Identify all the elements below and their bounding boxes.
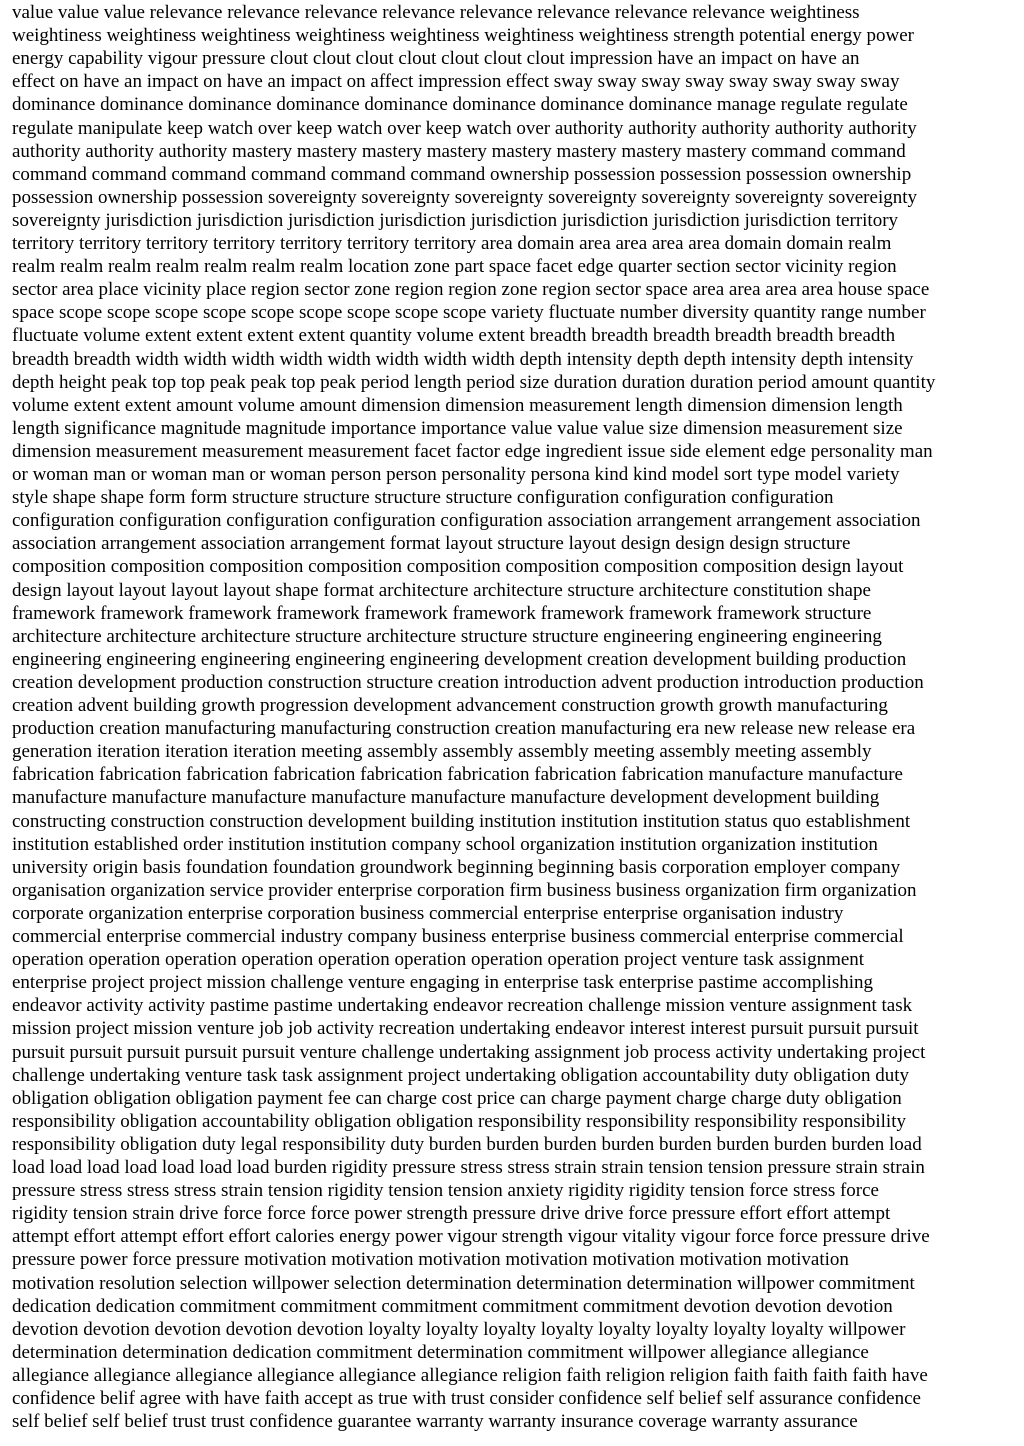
text-line: effect on have an impact on have an impact on affect impression effect sway sway sway sway sway sway sway sway: [12, 71, 900, 93]
text-line: motivation resolution selection willpower selection determination determination determination willpower commitment: [12, 1272, 915, 1294]
text-line: challenge undertaking venture task task assignment project undertaking obligation accountability duty obligation duty: [12, 1064, 909, 1086]
text-line: manufacture manufacture manufacture manufacture manufacture manufacture development development building: [12, 787, 880, 809]
text-line: rigidity tension strain drive force force force power strength pressure drive drive force pressure effort effort attempt: [12, 1203, 891, 1225]
text-line: generation iteration iteration iteration meeting assembly assembly assembly meeting assembly meeting assembly: [12, 741, 872, 763]
text-line: association arrangement association arrangement format layout structure layout design design design structure: [12, 533, 851, 555]
text-line: dedication dedication commitment commitment commitment commitment commitment devotion devotion devotion: [12, 1295, 893, 1317]
text-line: energy capability vigour pressure clout clout clout clout clout clout clout impression have an impact on have an: [12, 48, 860, 70]
text-line: production creation manufacturing manufacturing construction creation manufacturing era new release new release era: [12, 718, 916, 740]
text-line: creation development production construction structure creation introduction advent production introduction production: [12, 671, 924, 693]
text-line: institution established order institution institution company school organization institution organization institution: [12, 833, 878, 855]
text-line: breadth breadth width width width width width width width width depth intensity depth depth intensity depth intensity: [12, 348, 914, 370]
text-line: value value value relevance relevance relevance relevance relevance relevance relevance relevance weightiness: [12, 2, 860, 23]
text-line: determination determination dedication commitment determination commitment willpower allegiance allegiance: [12, 1341, 869, 1363]
text-line: possession ownership possession sovereignty sovereignty sovereignty sovereignty sovereignty sovereignty sovereignty: [12, 186, 917, 208]
text-line: fabrication fabrication fabrication fabrication fabrication fabrication fabrication fabrication manufacture manufacture: [12, 764, 903, 786]
text-line: devotion devotion devotion devotion devotion loyalty loyalty loyalty loyalty loyalty loyalty loyalty loyalty willpower: [12, 1318, 906, 1340]
text-line: volume extent extent amount volume amount dimension dimension measurement length dimension dimension length: [12, 394, 903, 416]
text-line: dimension measurement measurement measurement facet factor edge ingredient issue side element edge personality man: [12, 440, 933, 462]
text-line: engineering engineering engineering engineering engineering development creation development building production: [12, 648, 907, 670]
text-line: obligation obligation obligation payment fee can charge cost price can charge payment charge charge duty obligation: [12, 1087, 902, 1109]
text-line: mission project mission venture job job activity recreation undertaking endeavor interest interest pursuit pursuit pursuit: [12, 1018, 919, 1040]
text-line: design layout layout layout layout shape format architecture architecture structure architecture constitution shape: [12, 579, 871, 601]
text-line: load load load load load load load burden rigidity pressure stress stress strain strain tension tension pressure strain strain: [12, 1157, 925, 1178]
text-line: realm realm realm realm realm realm realm location zone part space facet edge quarter section sector vicinity region: [12, 256, 897, 278]
text-line: operation operation operation operation operation operation operation operation project venture task assignment: [12, 949, 865, 971]
text-line: pressure power force pressure motivation motivation motivation motivation motivation motivation motivation: [12, 1249, 849, 1271]
text-line: attempt effort attempt effort effort calories energy power vigour strength vigour vitality vigour force force pressure drive: [12, 1226, 930, 1248]
text-line: self belief self belief trust trust confidence guarantee warranty warranty insurance coverage warranty assurance: [12, 1411, 858, 1433]
text-line: enterprise project project mission challenge venture engaging in enterprise task enterprise pastime accomplishing: [12, 972, 874, 994]
text-line: authority authority authority mastery mastery mastery mastery mastery mastery mastery mastery command command: [12, 140, 906, 162]
text-line: responsibility obligation accountability obligation obligation responsibility responsibility responsibility responsibility: [12, 1110, 906, 1132]
text-line: territory territory territory territory territory territory territory area domain area area area area domain domain realm: [12, 233, 892, 254]
text-line: confidence belif agree with have faith accept as true with trust consider confidence self belief self assurance confidence: [12, 1388, 921, 1409]
text-line: length significance magnitude magnitude importance importance value value value size dimension measurement size: [12, 417, 903, 439]
text-line: framework framework framework framework framework framework framework framework framework structure: [12, 602, 872, 624]
text-line: commercial enterprise commercial industry company business enterprise business commercial enterprise commercial: [12, 926, 904, 947]
text-line: style shape shape form form structure structure structure structure configuration configuration configuration: [12, 487, 834, 509]
text-line: responsibility obligation duty legal responsibility duty burden burden burden burden burden burden burden burden load: [12, 1133, 922, 1155]
text-line: or woman man or woman man or woman person person personality persona kind kind model sort type model variety: [12, 464, 900, 485]
text-line: university origin basis foundation foundation groundwork beginning beginning basis corporation employer company: [12, 856, 901, 878]
text-line: pursuit pursuit pursuit pursuit pursuit venture challenge undertaking assignment job process activity undertaking project: [12, 1041, 926, 1063]
text-line: architecture architecture architecture structure architecture structure structure engineering engineering engineering: [12, 625, 882, 647]
text-line: depth height peak top top peak peak top peak period length period size duration duration duration period amount quantity: [12, 371, 936, 393]
text-line: regulate manipulate keep watch over keep watch over keep watch over authority authority authority authority authority: [12, 117, 917, 139]
text-line: constructing construction construction development building institution institution institution status quo establishment: [12, 810, 911, 832]
text-line: organisation organization service provider enterprise corporation firm business business organization firm organization: [12, 879, 917, 901]
text-line: corporate organization enterprise corporation business commercial enterprise enterprise organisation industry: [12, 902, 844, 924]
text-line: fluctuate volume extent extent extent extent quantity volume extent breadth breadth breadth breadth breadth breadth: [12, 325, 896, 347]
text-line: endeavor activity activity pastime pastime undertaking endeavor recreation challenge mission venture assignment task: [12, 995, 913, 1017]
text-line: sovereignty jurisdiction jurisdiction jurisdiction jurisdiction jurisdiction jurisdiction jurisdiction jurisdiction territory: [12, 209, 899, 231]
text-line: command command command command command command ownership possession possession possession ownership: [12, 163, 912, 185]
text-line: pressure stress stress stress strain tension rigidity tension tension anxiety rigidity rigidity tension force stress force: [12, 1180, 879, 1202]
text-line: configuration configuration configuration configuration configuration association arrangement arrangement association: [12, 510, 921, 532]
text-line: space scope scope scope scope scope scope scope scope scope variety fluctuate number diversity quantity range number: [12, 302, 926, 324]
text-line: weightiness weightiness weightiness weightiness weightiness weightiness weightiness strength potential energy power: [12, 25, 915, 47]
text-line: dominance dominance dominance dominance dominance dominance dominance dominance manage regulate regulate: [12, 94, 908, 116]
text-line: sector area place vicinity place region sector zone region region zone region sector space area area area area house space: [12, 279, 930, 301]
text-line: creation advent building growth progression development advancement construction growth growth manufacturing: [12, 695, 888, 716]
text-line: composition composition composition composition composition composition composition composition design layout: [12, 556, 904, 578]
text-line: allegiance allegiance allegiance allegiance allegiance allegiance religion faith religion religion faith faith faith faith have: [12, 1364, 928, 1386]
